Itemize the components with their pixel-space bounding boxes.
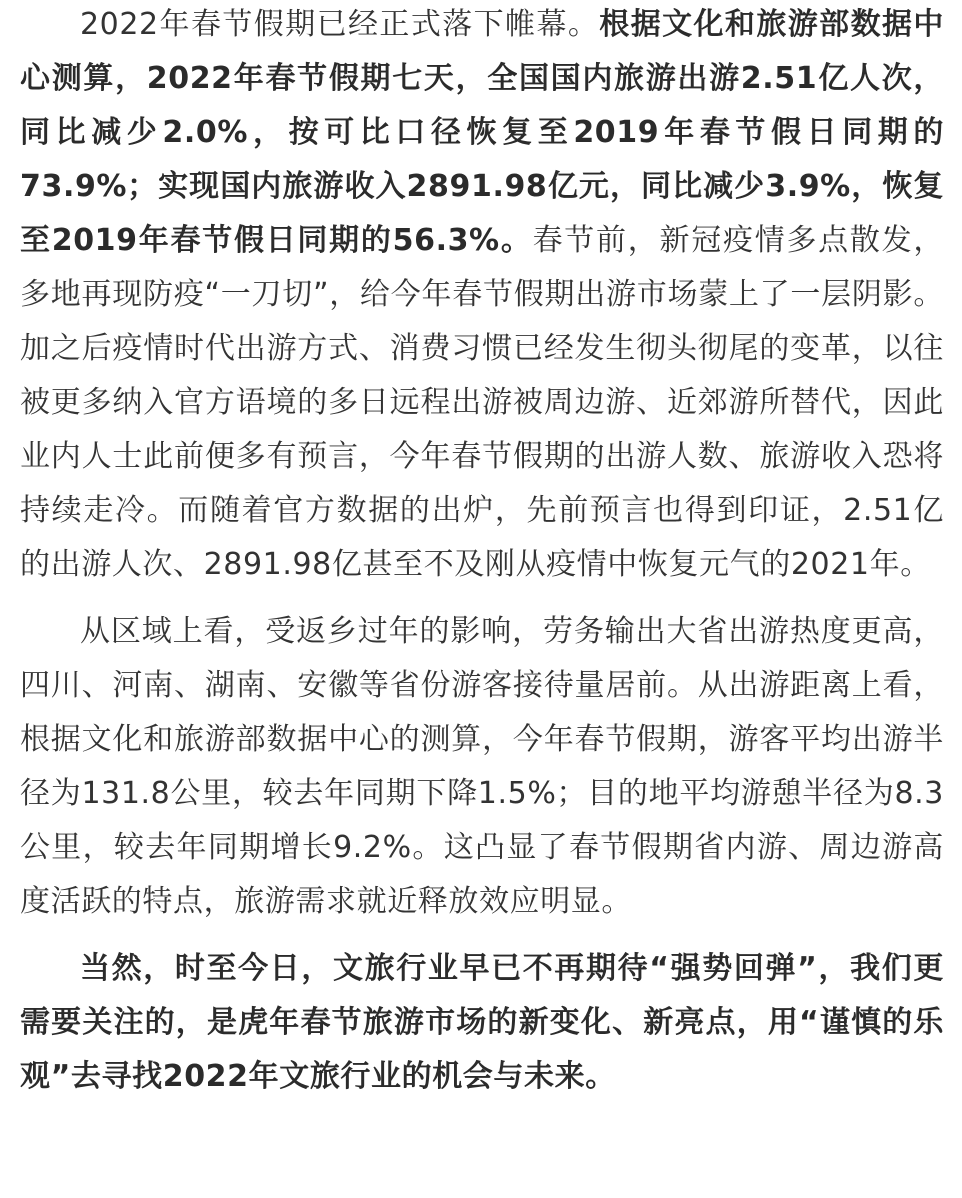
paragraph-1-bold-stats: 根据文化和旅游部数据中心测算，2022年春节假期七天，全国国内旅游出游2.51亿人次，同比减少2.0%，按可比口径恢复至2019年春节假日同期的73.9%；实现国内旅游收入2891.98亿元，同比减少3.9%，恢复至2019年春节假日同期的56.3%。	[20, 7, 944, 258]
article-body	[20, 0, 944, 1198]
paragraph-1	[20, 0, 944, 592]
paragraph-1-analysis: 春节前，新冠疫情多点散发，多地再现防疫“一刀切”，给今年春节假期出游市场蒙上了一层阴影。加之后疫情时代出游方式、消费习惯已经发生彻头彻尾的变革，以往被更多纳入官方语境的多日远程出游被周边游、近郊游所替代，因此业内人士此前便多有预言，今年春节假期的出游人数、旅游收入恐将持续走冷。而随着官方数据的出炉，先前预言也得到印证，2.51亿的出游人次、2891.98亿甚至不及刚从疫情中恢复元气的2021年。	[20, 223, 944, 582]
paragraph-2: 从区域上看，受返乡过年的影响，劳务输出大省出游热度更高，四川、河南、湖南、安徽等省份游客接待量居前。从出游距离上看，根据文化和旅游部数据中心的测算，今年春节假期，游客平均出游半径为131.8公里，较去年同期下降1.5%；目的地平均游憩半径为8.3公里，较去年同期增长9.2%。这凸显了春节假期省内游、周边游高度活跃的特点，旅游需求就近释放效应明显。	[20, 614, 944, 919]
paragraph-3-conclusion: 当然，时至今日，文旅行业早已不再期待“强势回弹”，我们更需要关注的，是虎年春节旅游市场的新变化、新亮点，用“谨慎的乐观”去寻找2022年文旅行业的机会与未来。	[20, 951, 944, 1094]
paragraph-1-intro: 2022年春节假期已经正式落下帷幕。	[80, 7, 600, 42]
